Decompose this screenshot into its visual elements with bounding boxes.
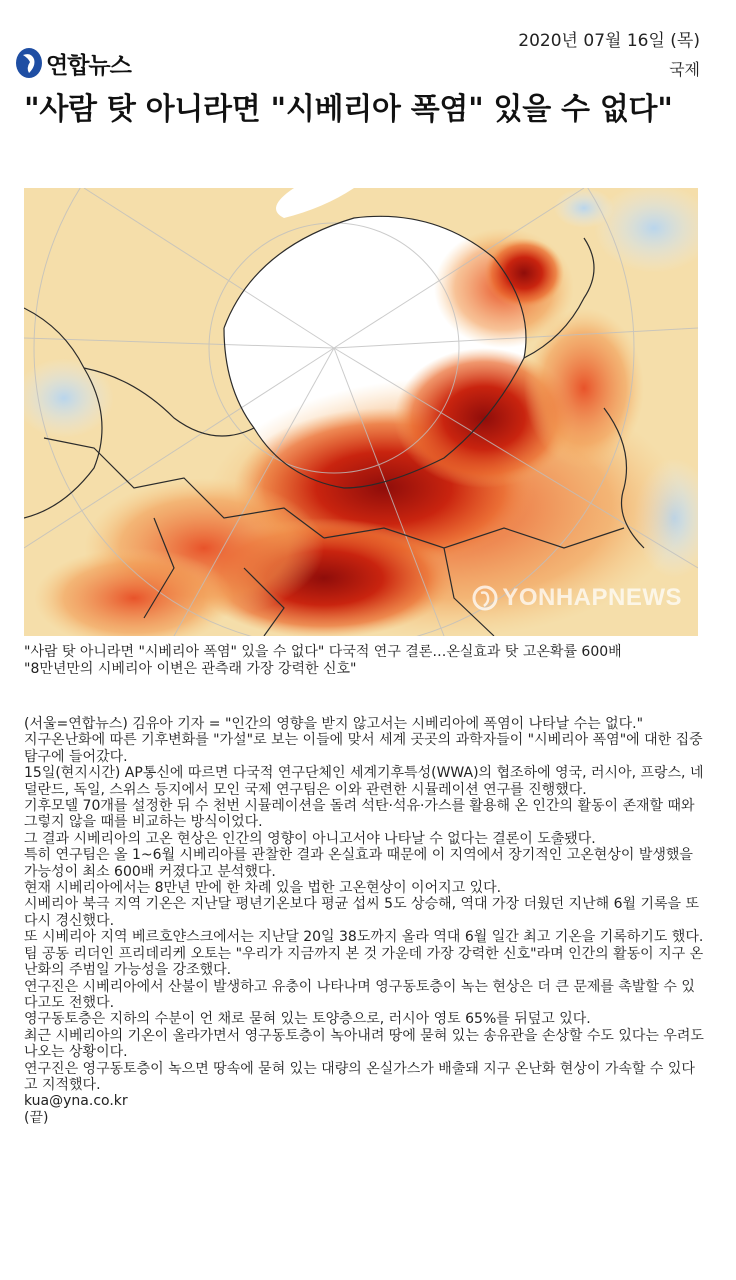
article-paragraph: 시베리아 북극 지역 기온은 지난달 평년기온보다 평균 섭씨 5도 상승해, 역대 가장 더웠던 지난해 6월 기록을 또다시 경신했다. — [24, 896, 699, 929]
section-label: 국제 — [669, 60, 700, 79]
publish-date: 2020년 07월 16일 (목) — [518, 31, 700, 51]
article-paragraph: 특히 연구팀은 올 1~6월 시베리아를 관찰한 결과 온실효과 때문에 이 지역에서 장기적인 고온현상이 발생했을 가능성이 최소 600배 커졌다고 분석했다. — [24, 847, 693, 880]
article-paragraph: 지구온난화에 따른 기후변화를 "가설"로 보는 이들에 맞서 세계 곳곳의 과학자들이 "시베리아 폭염"에 대한 집중 탐구에 들어갔다. — [24, 732, 703, 765]
watermark-text: YONHAPNEWS — [502, 584, 682, 611]
caption-line: "8만년만의 시베리아 이변은 관측래 가장 강력한 신호" — [24, 661, 357, 677]
article-paragraph: 기후모델 70개를 설정한 뒤 수 천번 시뮬레이션을 돌려 석탄·석유·가스를 활용해 온 인간의 활동이 존재할 때와 그렇지 않을 때를 비교하는 방식이었다. — [24, 798, 695, 831]
photo-watermark — [472, 584, 682, 612]
article-paragraph: 최근 시베리아의 기온이 올라가면서 영구동토층이 녹아내려 땅에 묻혀 있는 송유관을 손상할 수도 있다는 우려도 나오는 상황이다. — [24, 1027, 704, 1061]
article-paragraph: 연구진은 영구동토층이 녹으면 땅속에 묻혀 있는 대량의 온실가스가 배출돼 지구 온난화 현상이 가속할 수 있다고 지적했다. — [24, 1060, 695, 1093]
article-paragraph: (서울=연합뉴스) 김유아 기자 = "인간의 영향을 받지 않고서는 시베리아에 폭염이 나타날 수는 없다." — [24, 716, 644, 732]
temperature-anomaly-map — [24, 188, 698, 636]
article-end-mark: (끝) — [24, 1109, 49, 1126]
article-paragraph: 팀 공동 리더인 프리데리케 오토는 "우리가 지금까지 본 것 가운데 가장 강력한 신호"라며 인간의 활동이 지구 온난화의 주범일 가능성을 강조했다. — [24, 945, 704, 979]
logo-text: 연합뉴스 — [46, 52, 131, 79]
article-paragraph: 현재 시베리아에서는 8만년 만에 한 차례 있을 법한 고온현상이 이어지고 있다. — [24, 880, 502, 897]
author-email[interactable]: kua@yna.co.kr — [24, 1093, 128, 1110]
article-paragraph: 그 결과 시베리아의 고온 현상은 인간의 영향이 아니고서야 나타날 수 없다는 결론이 도출됐다. — [24, 830, 596, 847]
article-paragraph: 연구진은 시베리아에서 산불이 발생하고 유충이 나타나며 영구동토층이 녹는 현상은 더 큰 문제를 촉발할 수 있다고도 전했다. — [24, 978, 695, 1011]
yonhap-watermark-icon — [472, 585, 498, 611]
yonhap-logo-icon — [14, 46, 44, 80]
yonhap-logo[interactable] — [14, 46, 131, 80]
article-paragraph: 영구동토층은 지하의 수분이 언 채로 묻혀 있는 토양층으로, 러시아 영토 65%를 뒤덮고 있다. — [24, 1011, 591, 1028]
article-title: "사람 탓 아니라면 "시베리아 폭염" 있을 수 없다" — [24, 92, 673, 127]
caption-line: "사람 탓 아니라면 "시베리아 폭염" 있을 수 없다" 다국적 연구 결론…온실효과 탓 고온확률 600배 — [24, 644, 622, 660]
siberia-heat-map-photo — [24, 188, 698, 636]
article-paragraph: 15일(현지시간) AP통신에 따르면 다국적 연구단체인 세계기후특성(WWA)의 협조하에 영국, 러시아, 프랑스, 네덜란드, 독일, 스위스 등지에서 모인 국제 연구팀은 이와 관련한 시뮬레이션 연구를 진행했다. — [24, 765, 704, 798]
photo-caption — [24, 644, 704, 678]
article-header — [0, 0, 736, 92]
article-body — [24, 716, 704, 1126]
article-paragraph: 또 시베리아 지역 베르호얀스크에서는 지난달 20일 38도까지 올라 역대 6월 일간 최고 기온을 기록하기도 했다. — [24, 929, 704, 946]
